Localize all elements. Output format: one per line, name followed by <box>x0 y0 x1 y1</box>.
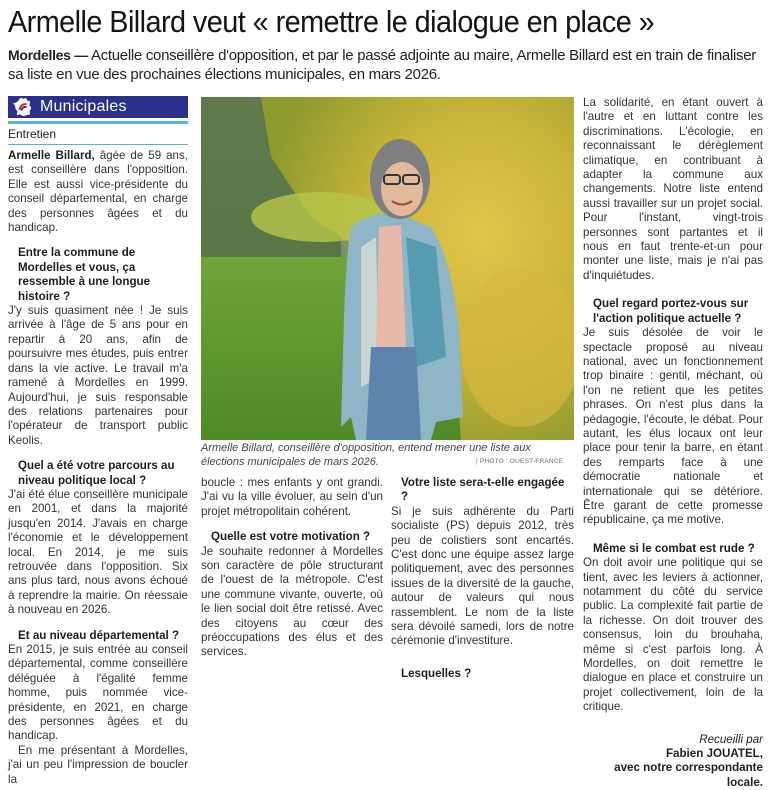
answer: Si je suis adhérente du Parti socialiste (PS) depuis 2012, très peu de colistiers sont encartés. C'est donc une équipe assez large politiquement, avec des personnes issues de la diversité de la gauche, autour de valeurs qui nous rassemblent. Le nom de la liste sera dévoilé samedi, lors de notre cérémonie d'investiture. <box>391 504 574 648</box>
answer: Je souhaite redonner à Mordelles son caractère de pôle structurant de l'ouest de la métropole. C'est une commune vivante, ouverte, où le lien social doit être retissé. Avec des citoyens au cœur des préoccupations des élus et des services. <box>201 544 383 659</box>
france-map-icon <box>12 96 34 118</box>
section-banner <box>8 96 188 118</box>
answer: J'y suis quasiment née ! Je suis arrivée à l'âge de 5 ans pour en repartir à 20 ans, afin de poursuivre mes études, puis entrer dans la vie active. Le travail m'a ramené à Mordelles en 1999. Aujourd'hui, je suis responsable des relations partenaires pour l'opérateur de transport public Keolis. <box>8 304 188 447</box>
question: Quel a été votre parcours au niveau politique local ? <box>18 459 175 487</box>
column-1 <box>8 96 188 787</box>
lede <box>8 46 768 84</box>
photo-credit: | PHOTO : OUEST-FRANCE <box>476 458 564 465</box>
headline: Armelle Billard veut « remettre le dialogue en place » <box>8 4 655 39</box>
signature-author: Fabien JOUATEL, <box>665 747 763 761</box>
question: Quelle est votre motivation ? <box>211 530 371 544</box>
signature-line3: avec notre correspondante locale. <box>614 761 763 789</box>
portrait-photo <box>201 97 574 440</box>
lede-location: Mordelles — <box>8 47 88 63</box>
answer: En me présentant à Mordelles, j'ai un peu l'impression de boucler la <box>8 743 188 786</box>
column-2 <box>201 476 383 660</box>
answer: En 2015, je suis entrée au conseil départemental, comme conseillère déléguée à l'égalité femme homme, puis nommée vice-présidente, en 2021, en charge des personnes âgées et du handicap. <box>8 643 188 743</box>
answer: On doit avoir une politique qui se tient, avec les leviers à actionner, notamment du côté du service public. La complexité fait partie de la richesse. On doit trouver des consensus, loin du brouhaha, même si c'est parfois long. À Mordelles, on doit remettre le dialogue en place et construire un projet collectivement, loin de la critique. <box>583 556 763 714</box>
column-3 <box>391 476 574 681</box>
intro-name: Armelle Billard, <box>8 149 95 162</box>
answer: La solidarité, en étant ouvert à l'autre et en luttant contre les discriminations. L'écologie, en reconnaissant le dérèglement climatique, en contribuant à adapter la commune aux changements. Notre liste entend aussi travailler sur un projet social. Pour l'instant, vingt-trois personnes sont partantes et il nous en faut trente-et-un pour monter une liste, mais je n'ai pas d'inquiétudes. <box>583 96 763 282</box>
question: Votre liste sera-t-elle engagée ? <box>401 476 565 504</box>
answer: Je suis désolée de voir le spectacle proposé au niveau national, avec un fonctionnement trop binaire : gentil, méchant, où l'on ne retient que les petites phrases. On n'est plus dans la pédagogie, l'écoute, le débat. Pour autant, les élus locaux ont leur place pour tenir la barre, en étant des remparts face à une démocratie nationale et internationale qui se détériore. Être garant de cette promesse républicaine, ça me motive. <box>583 326 763 527</box>
question: Et au niveau départemental ? <box>18 628 180 642</box>
photo-caption: Armelle Billard, conseillère d'opposition, entend mener une liste aux élections municipales de mars 2026. <box>201 442 531 468</box>
question: Lesquelles ? <box>401 666 472 680</box>
answer-continued: boucle : mes enfants y ont grandi. J'ai vu la ville évoluer, au sein d'un projet métropolitain cohérent. <box>201 476 383 518</box>
kicker: Entretien <box>8 124 188 145</box>
intro-paragraph: Armelle Billard, âgée de 59 ans, est conseillère dans l'opposition. Elle est aussi vice-présidente du conseil départemental, en charge des personnes âgées et du handicap. <box>8 149 188 235</box>
photo-illustration <box>201 97 574 440</box>
signature-line1: Recueilli par <box>699 732 763 746</box>
signature <box>583 733 763 790</box>
question: Entre la commune de Mordelles et vous, ça ressemble à une longue histoire ? <box>18 246 151 303</box>
lede-text: Actuelle conseillère d'opposition, et par le passé adjointe au maire, Armelle Billard est en train de finaliser sa liste en vue des prochaines élections municipales, en mars 2026. <box>8 47 756 83</box>
question: Même si le combat est rude ? <box>593 541 755 555</box>
column-4 <box>583 96 763 790</box>
answer: J'ai été élue conseillère municipale en 2001, et dans la majorité jusqu'en 2014. J'avais en charge l'économie et le développement local. En 2014, je me suis retrouvée dans l'opposition. Six ans plus tard, nous avons échoué à reprendre la mairie. On réessaie à nouveau en 2026. <box>8 487 188 617</box>
section-label: Municipales <box>40 97 127 115</box>
question: Quel regard portez-vous sur l'action politique actuelle ? <box>593 297 749 325</box>
